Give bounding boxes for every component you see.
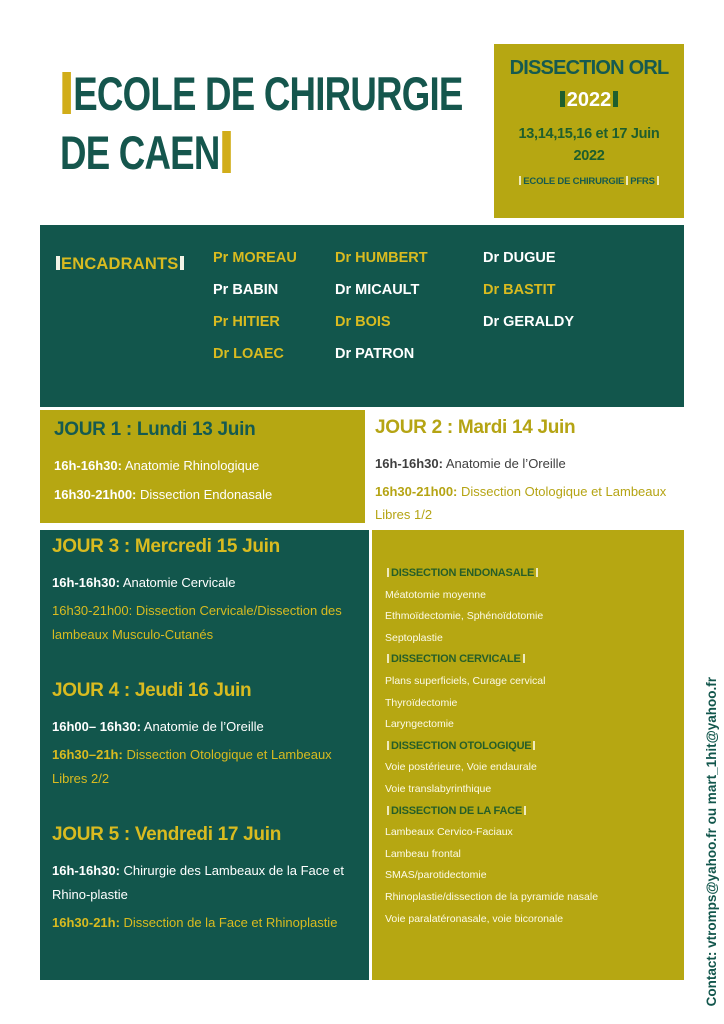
accent-bar [524,806,526,815]
entry-time: 16h30-21h00: [375,484,458,499]
section-title-text: DISSECTION DE LA FACE [391,804,523,817]
entry-text: Anatomie de l’Oreille [140,719,264,734]
schedule-entry [54,483,365,507]
accent-bar [626,176,628,185]
dissection-item: Septoplastie [385,631,443,644]
schedule-entry [52,859,361,907]
encadrant-name: Pr MOREAU [213,250,297,266]
dissection-item: SMAS/parotidectomie [385,869,487,882]
entry-time: 16h30–21h: [52,747,123,762]
event-venue [494,176,684,187]
dissection-section-title [385,805,658,827]
accent-bar [613,91,618,107]
dissection-item: Voie paralatéronasale, voie bicoronale [385,912,564,925]
accent-bar [56,256,60,270]
schedule-entry [52,743,361,791]
event-dates-line2: 2022 [573,148,605,164]
accent-bar [387,568,389,577]
dissection-item: Thyroïdectomie [385,696,458,709]
entry-text: Anatomie Rhinologique [121,458,260,473]
section-title-text: DISSECTION ENDONASALE [391,567,535,579]
poster-title-text2: DE CAEN [60,126,220,179]
day-title: JOUR 3 : Mercredi 15 Juin [52,536,280,557]
day-title: JOUR 5 : Vendredi 17 Juin [52,824,282,845]
dissection-item: Laryngectomie [385,718,454,731]
schedule-entry [52,571,361,595]
encadrants-column-3 [483,242,574,338]
encadrant-name: Dr BOIS [335,314,391,330]
entry-text: Dissection de la Face et Rhinoplastie [119,915,338,930]
day-box-jour3 [52,536,361,651]
dissection-item: Voie translabyrinthique [385,782,492,795]
entry-text: Anatomie de l’Oreille [442,456,566,471]
encadrants-section [40,225,684,407]
days-345-block [40,530,369,980]
encadrant-name: Pr HITIER [213,314,280,330]
entry-time: 16h30-21h00: [54,487,137,502]
entry-time: 16h00– 16h30: [52,719,141,734]
event-dates-line1: 13,14,15,16 et 17 Juin [518,126,660,142]
event-year [494,89,684,112]
schedule-entry [375,452,677,475]
encadrant-name: Dr LOAEC [213,346,284,362]
poster-title-line2 [60,123,463,182]
dissection-section-title [385,567,658,589]
dissections-panel [372,530,684,980]
day-title: JOUR 2 : Mardi 14 Juin [375,417,576,438]
encadrants-column-1 [213,242,297,370]
entry-time: 16h-16h30: [54,458,122,473]
dissection-item: Ethmoïdectomie, Sphénoïdotomie [385,610,544,623]
encadrant-name: Dr BASTIT [483,282,556,298]
encadrants-column-2 [335,242,428,370]
entry-time: 16h-16h30: [52,575,120,590]
event-venue-suffix: PFRS [630,176,655,187]
day-box-jour2 [375,408,677,523]
day-box-jour4 [52,680,361,795]
day-title: JOUR 4 : Jeudi 16 Juin [52,680,252,701]
schedule-entry [52,599,361,647]
dissection-item: Voie postérieure, Voie endaurale [385,761,537,774]
dissection-item: Lambeaux Cervico-Faciaux [385,826,513,839]
section-title-text: DISSECTION CERVICALE [391,653,521,666]
entry-time: 16h30-21h: [52,915,120,930]
entry-text: Dissection Endonasale [136,487,273,502]
encadrant-name: Dr PATRON [335,346,415,362]
schedule-entry [375,480,677,526]
day-box-jour1 [40,410,365,523]
section-title-text: DISSECTION OTOLOGIQUE [391,739,532,752]
accent-bar [523,654,525,663]
dissection-item: Rhinoplastie/dissection de la pyramide nasale [385,890,599,903]
dissection-item: Lambeau frontal [385,847,461,860]
accent-bar [222,131,231,173]
entry-text: Anatomie Cervicale [119,575,236,590]
schedule-entry [52,911,361,935]
accent-bar [387,741,389,750]
encadrant-name: Pr BABIN [213,282,279,298]
dissection-section-title [385,653,658,675]
poster-title-text1: ECOLE DE CHIRURGIE [73,67,463,120]
event-title: DISSECTION ORL [509,57,669,79]
dissection-item: Plans superficiels, Curage cervical [385,674,546,687]
event-info-box [494,44,684,218]
encadrants-label-text: ENCADRANTS [61,255,179,273]
entry-time: 16h-16h30: [52,863,120,878]
event-year-text: 2022 [566,89,612,111]
day-box-jour5 [52,824,361,939]
accent-bar [387,654,389,663]
entry-text: Dissection Otologique et Lambeaux Libres 2/2 [52,747,332,786]
day-title: JOUR 1 : Lundi 13 Juin [54,419,256,440]
poster-title-line1 [60,64,463,123]
encadrant-name: Dr HUMBERT [335,250,428,266]
contact-info: Contact: vtromps@yahoo.fr ou mart_1hit@yahoo.fr [704,676,719,1006]
entry-text: Dissection Otologique et Lambeaux Libres 1/2 [375,484,667,522]
schedule-entry [54,454,365,478]
accent-bar [536,568,538,577]
entry-text: Dissection Cervicale/Dissection des lambeaux Musculo-Cutanés [52,603,342,642]
accent-bar [180,256,184,270]
event-dates [494,123,684,167]
encadrant-name: Dr DUGUE [483,250,556,266]
event-venue-main: ECOLE DE CHIRURGIE [523,176,625,187]
dissection-section-title [385,740,658,762]
entry-time: 16h-16h30: [375,456,443,471]
encadrants-label [55,255,185,274]
accent-bar [387,806,389,815]
encadrant-name: Dr MICAULT [335,282,420,298]
schedule-entry [52,715,361,739]
accent-bar [533,741,535,750]
dissection-item: Méatotomie moyenne [385,588,486,601]
encadrant-name: Dr GERALDY [483,314,575,330]
accent-bar [657,176,659,185]
accent-bar [560,91,565,107]
accent-bar [62,72,71,114]
entry-time: 16h30-21h00: [52,603,133,618]
entry-text: Chirurgie des Lambeaux de la Face et Rhino-plastie [52,863,344,902]
accent-bar [519,176,521,185]
